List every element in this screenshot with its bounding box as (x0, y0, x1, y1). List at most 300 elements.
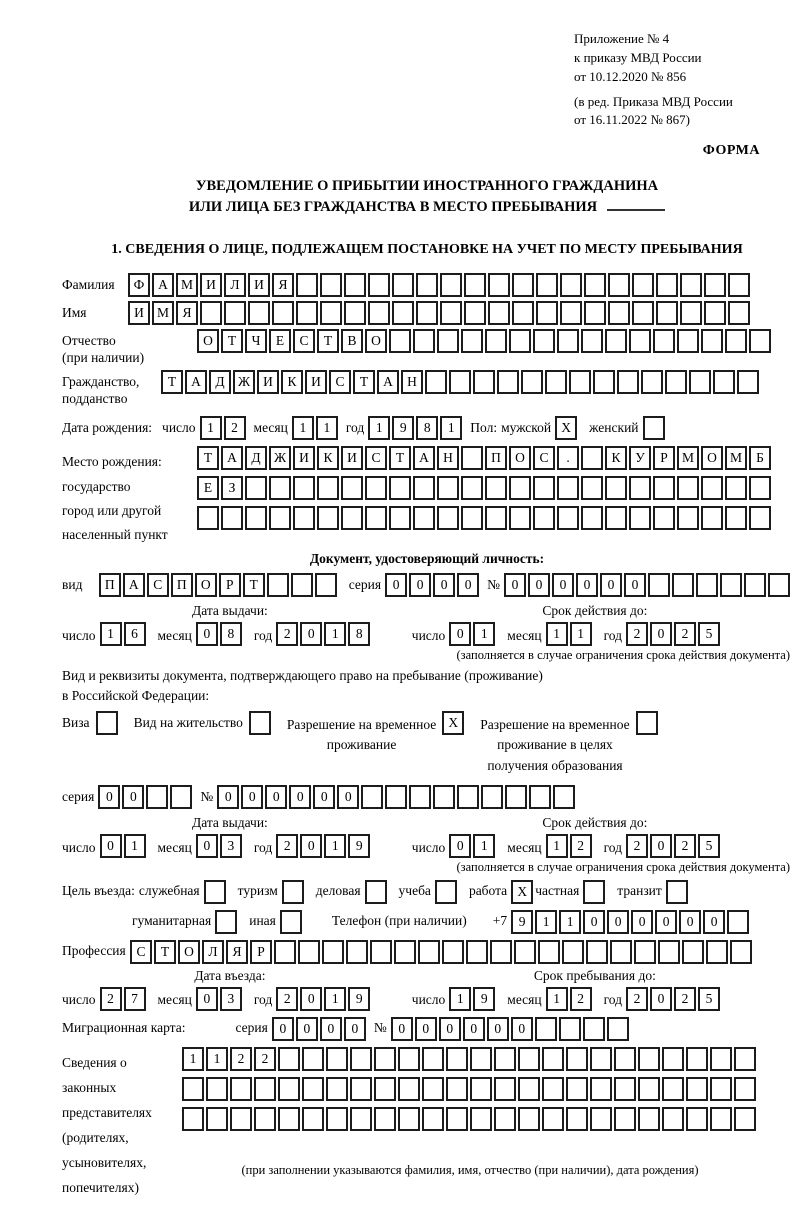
char-box[interactable] (245, 476, 267, 500)
char-box[interactable] (768, 573, 790, 597)
char-box[interactable] (605, 329, 627, 353)
char-box[interactable]: П (171, 573, 193, 597)
char-box[interactable] (374, 1077, 396, 1101)
char-box[interactable] (413, 329, 435, 353)
char-box[interactable] (581, 506, 603, 530)
char-box[interactable] (254, 1107, 276, 1131)
char-box[interactable]: Е (269, 329, 291, 353)
char-box[interactable]: О (701, 446, 723, 470)
char-box[interactable]: 0 (241, 785, 263, 809)
char-box[interactable] (302, 1077, 324, 1101)
char-box[interactable] (566, 1107, 588, 1131)
char-box[interactable]: 0 (385, 573, 407, 597)
char-box[interactable]: Т (161, 370, 183, 394)
char-box[interactable] (737, 370, 759, 394)
char-box[interactable] (215, 910, 237, 934)
char-box[interactable] (605, 506, 627, 530)
char-box[interactable]: 9 (511, 910, 533, 934)
char-box[interactable]: 1 (546, 834, 568, 858)
char-box[interactable]: 0 (344, 1017, 366, 1041)
char-box[interactable] (653, 329, 675, 353)
char-box[interactable]: Т (221, 329, 243, 353)
char-box[interactable] (494, 1077, 516, 1101)
char-box[interactable] (302, 1047, 324, 1071)
char-box[interactable] (317, 506, 339, 530)
char-box[interactable] (245, 506, 267, 530)
char-box[interactable] (449, 370, 471, 394)
char-box[interactable]: А (123, 573, 145, 597)
char-box[interactable]: И (257, 370, 279, 394)
char-box[interactable]: 1 (535, 910, 557, 934)
char-box[interactable]: 0 (300, 834, 322, 858)
char-box[interactable] (662, 1107, 684, 1131)
char-box[interactable] (274, 940, 296, 964)
char-box[interactable]: 1 (368, 416, 390, 440)
char-box[interactable] (221, 506, 243, 530)
char-box[interactable]: 0 (449, 834, 471, 858)
char-box[interactable]: 0 (296, 1017, 318, 1041)
char-box[interactable] (473, 370, 495, 394)
char-box[interactable] (464, 273, 486, 297)
char-box[interactable] (653, 506, 675, 530)
char-box[interactable] (590, 1047, 612, 1071)
char-box[interactable] (446, 1047, 468, 1071)
char-box[interactable] (320, 301, 342, 325)
char-box[interactable] (533, 476, 555, 500)
char-box[interactable] (361, 785, 383, 809)
char-box[interactable]: 0 (631, 910, 653, 934)
char-box[interactable] (727, 910, 749, 934)
char-box[interactable] (605, 476, 627, 500)
char-box[interactable]: 5 (698, 622, 720, 646)
char-box[interactable]: Д (245, 446, 267, 470)
char-box[interactable] (701, 506, 723, 530)
char-box[interactable]: 2 (626, 987, 648, 1011)
char-box[interactable]: О (178, 940, 200, 964)
char-box[interactable] (677, 476, 699, 500)
char-box[interactable] (296, 301, 318, 325)
char-box[interactable] (435, 880, 457, 904)
char-box[interactable]: X (555, 416, 577, 440)
char-box[interactable] (206, 1107, 228, 1131)
char-box[interactable] (398, 1047, 420, 1071)
char-box[interactable] (485, 476, 507, 500)
char-box[interactable]: С (293, 329, 315, 353)
char-box[interactable] (518, 1047, 540, 1071)
char-box[interactable] (446, 1107, 468, 1131)
char-box[interactable]: 7 (124, 987, 146, 1011)
char-box[interactable] (617, 370, 639, 394)
char-box[interactable] (648, 573, 670, 597)
char-box[interactable]: С (130, 940, 152, 964)
char-box[interactable]: 1 (440, 416, 462, 440)
char-box[interactable] (422, 1077, 444, 1101)
char-box[interactable]: 0 (196, 987, 218, 1011)
char-box[interactable] (425, 370, 447, 394)
char-box[interactable] (248, 301, 270, 325)
char-box[interactable]: . (557, 446, 579, 470)
char-box[interactable] (346, 940, 368, 964)
char-box[interactable] (590, 1077, 612, 1101)
char-box[interactable] (560, 301, 582, 325)
char-box[interactable] (392, 273, 414, 297)
char-box[interactable]: 0 (607, 910, 629, 934)
char-box[interactable]: А (221, 446, 243, 470)
char-box[interactable] (725, 329, 747, 353)
char-box[interactable] (368, 301, 390, 325)
char-box[interactable] (282, 880, 304, 904)
char-box[interactable]: Р (653, 446, 675, 470)
char-box[interactable] (389, 506, 411, 530)
char-box[interactable] (512, 301, 534, 325)
char-box[interactable] (533, 329, 555, 353)
char-box[interactable] (632, 301, 654, 325)
char-box[interactable] (278, 1107, 300, 1131)
char-box[interactable] (230, 1107, 252, 1131)
char-box[interactable] (464, 301, 486, 325)
char-box[interactable] (461, 329, 483, 353)
char-box[interactable] (350, 1107, 372, 1131)
char-box[interactable] (326, 1107, 348, 1131)
char-box[interactable]: М (725, 446, 747, 470)
char-box[interactable] (204, 880, 226, 904)
char-box[interactable] (254, 1077, 276, 1101)
char-box[interactable] (581, 329, 603, 353)
char-box[interactable] (608, 301, 630, 325)
char-box[interactable]: Р (219, 573, 241, 597)
char-box[interactable] (629, 506, 651, 530)
char-box[interactable] (269, 506, 291, 530)
char-box[interactable]: Д (209, 370, 231, 394)
char-box[interactable]: К (317, 446, 339, 470)
char-box[interactable]: 1 (324, 987, 346, 1011)
char-box[interactable] (291, 573, 313, 597)
char-box[interactable]: 0 (650, 987, 672, 1011)
char-box[interactable] (418, 940, 440, 964)
char-box[interactable] (704, 273, 726, 297)
char-box[interactable]: З (221, 476, 243, 500)
char-box[interactable] (365, 476, 387, 500)
char-box[interactable] (536, 273, 558, 297)
char-box[interactable] (389, 476, 411, 500)
char-box[interactable]: 0 (487, 1017, 509, 1041)
char-box[interactable] (466, 940, 488, 964)
char-box[interactable]: 0 (552, 573, 574, 597)
char-box[interactable] (590, 1107, 612, 1131)
char-box[interactable] (666, 880, 688, 904)
char-box[interactable] (586, 940, 608, 964)
char-box[interactable] (634, 940, 656, 964)
char-box[interactable] (560, 273, 582, 297)
char-box[interactable]: 1 (449, 987, 471, 1011)
char-box[interactable] (461, 506, 483, 530)
char-box[interactable]: М (176, 273, 198, 297)
char-box[interactable] (614, 1107, 636, 1131)
char-box[interactable]: 0 (433, 573, 455, 597)
char-box[interactable]: 2 (254, 1047, 276, 1071)
char-box[interactable] (280, 910, 302, 934)
char-box[interactable] (514, 940, 536, 964)
char-box[interactable] (542, 1077, 564, 1101)
char-box[interactable]: 3 (220, 987, 242, 1011)
char-box[interactable]: 1 (100, 622, 122, 646)
char-box[interactable]: 1 (570, 622, 592, 646)
char-box[interactable]: 8 (416, 416, 438, 440)
char-box[interactable]: 6 (124, 622, 146, 646)
char-box[interactable] (677, 506, 699, 530)
char-box[interactable]: 0 (576, 573, 598, 597)
char-box[interactable]: 2 (100, 987, 122, 1011)
char-box[interactable]: 0 (679, 910, 701, 934)
char-box[interactable]: Ж (233, 370, 255, 394)
char-box[interactable] (374, 1107, 396, 1131)
char-box[interactable] (643, 416, 665, 440)
char-box[interactable] (437, 506, 459, 530)
char-box[interactable] (749, 476, 771, 500)
char-box[interactable] (701, 329, 723, 353)
char-box[interactable] (230, 1077, 252, 1101)
char-box[interactable]: Т (154, 940, 176, 964)
char-box[interactable] (713, 370, 735, 394)
char-box[interactable] (437, 329, 459, 353)
char-box[interactable]: 0 (650, 622, 672, 646)
char-box[interactable] (720, 573, 742, 597)
char-box[interactable] (512, 273, 534, 297)
char-box[interactable]: 9 (392, 416, 414, 440)
char-box[interactable]: И (341, 446, 363, 470)
char-box[interactable] (457, 785, 479, 809)
char-box[interactable] (293, 506, 315, 530)
char-box[interactable] (538, 940, 560, 964)
char-box[interactable] (638, 1107, 660, 1131)
char-box[interactable]: 2 (276, 622, 298, 646)
char-box[interactable] (566, 1047, 588, 1071)
char-box[interactable] (696, 573, 718, 597)
char-box[interactable] (584, 273, 606, 297)
char-box[interactable]: 0 (337, 785, 359, 809)
char-box[interactable]: 0 (449, 622, 471, 646)
char-box[interactable]: 0 (196, 622, 218, 646)
char-box[interactable] (505, 785, 527, 809)
char-box[interactable]: П (99, 573, 121, 597)
char-box[interactable]: С (147, 573, 169, 597)
char-box[interactable] (146, 785, 168, 809)
char-box[interactable] (413, 476, 435, 500)
char-box[interactable] (535, 1017, 557, 1041)
char-box[interactable]: 5 (698, 987, 720, 1011)
char-box[interactable]: Б (749, 446, 771, 470)
char-box[interactable]: И (128, 301, 150, 325)
char-box[interactable] (536, 301, 558, 325)
char-box[interactable] (665, 370, 687, 394)
char-box[interactable] (470, 1107, 492, 1131)
char-box[interactable] (461, 446, 483, 470)
char-box[interactable]: Л (224, 273, 246, 297)
char-box[interactable]: 0 (511, 1017, 533, 1041)
char-box[interactable]: 0 (415, 1017, 437, 1041)
char-box[interactable]: И (305, 370, 327, 394)
char-box[interactable] (638, 1047, 660, 1071)
char-box[interactable] (398, 1077, 420, 1101)
char-box[interactable] (481, 785, 503, 809)
char-box[interactable] (374, 1047, 396, 1071)
char-box[interactable]: 0 (196, 834, 218, 858)
char-box[interactable] (440, 301, 462, 325)
char-box[interactable]: 8 (348, 622, 370, 646)
char-box[interactable]: Н (437, 446, 459, 470)
char-box[interactable] (182, 1107, 204, 1131)
char-box[interactable] (641, 370, 663, 394)
char-box[interactable] (509, 506, 531, 530)
char-box[interactable]: 2 (230, 1047, 252, 1071)
char-box[interactable]: 0 (528, 573, 550, 597)
char-box[interactable] (370, 940, 392, 964)
char-box[interactable] (446, 1077, 468, 1101)
char-box[interactable]: Е (197, 476, 219, 500)
char-box[interactable]: Л (202, 940, 224, 964)
char-box[interactable] (583, 1017, 605, 1041)
char-box[interactable] (593, 370, 615, 394)
char-box[interactable]: Т (389, 446, 411, 470)
char-box[interactable] (494, 1107, 516, 1131)
char-box[interactable] (728, 273, 750, 297)
char-box[interactable] (734, 1107, 756, 1131)
char-box[interactable]: 0 (650, 834, 672, 858)
char-box[interactable] (365, 880, 387, 904)
char-box[interactable]: 0 (217, 785, 239, 809)
char-box[interactable] (278, 1077, 300, 1101)
char-box[interactable] (518, 1077, 540, 1101)
char-box[interactable] (610, 940, 632, 964)
char-box[interactable]: 3 (220, 834, 242, 858)
char-box[interactable] (607, 1017, 629, 1041)
char-box[interactable]: 2 (276, 987, 298, 1011)
char-box[interactable] (614, 1047, 636, 1071)
char-box[interactable] (680, 301, 702, 325)
char-box[interactable] (710, 1107, 732, 1131)
char-box[interactable]: 0 (100, 834, 122, 858)
char-box[interactable] (392, 301, 414, 325)
char-box[interactable] (461, 476, 483, 500)
char-box[interactable] (320, 273, 342, 297)
char-box[interactable] (614, 1077, 636, 1101)
char-box[interactable]: 0 (463, 1017, 485, 1041)
char-box[interactable] (682, 940, 704, 964)
char-box[interactable] (413, 506, 435, 530)
char-box[interactable] (686, 1047, 708, 1071)
char-box[interactable]: Я (226, 940, 248, 964)
char-box[interactable] (529, 785, 551, 809)
char-box[interactable] (725, 506, 747, 530)
char-box[interactable] (341, 506, 363, 530)
char-box[interactable] (317, 476, 339, 500)
char-box[interactable] (350, 1047, 372, 1071)
char-box[interactable] (170, 785, 192, 809)
char-box[interactable]: 1 (559, 910, 581, 934)
char-box[interactable]: 9 (348, 834, 370, 858)
char-box[interactable]: К (281, 370, 303, 394)
char-box[interactable]: В (341, 329, 363, 353)
char-box[interactable] (224, 301, 246, 325)
char-box[interactable] (509, 329, 531, 353)
char-box[interactable] (569, 370, 591, 394)
char-box[interactable]: 0 (409, 573, 431, 597)
char-box[interactable] (730, 940, 752, 964)
char-box[interactable] (394, 940, 416, 964)
char-box[interactable]: 2 (224, 416, 246, 440)
char-box[interactable] (422, 1047, 444, 1071)
char-box[interactable] (206, 1077, 228, 1101)
char-box[interactable]: 0 (624, 573, 646, 597)
char-box[interactable] (584, 301, 606, 325)
char-box[interactable]: 1 (324, 622, 346, 646)
char-box[interactable] (656, 301, 678, 325)
char-box[interactable]: 0 (583, 910, 605, 934)
char-box[interactable] (293, 476, 315, 500)
char-box[interactable] (437, 476, 459, 500)
char-box[interactable] (249, 711, 271, 735)
char-box[interactable]: 0 (122, 785, 144, 809)
char-box[interactable] (322, 940, 344, 964)
char-box[interactable]: П (485, 446, 507, 470)
char-box[interactable]: Т (243, 573, 265, 597)
char-box[interactable] (389, 329, 411, 353)
char-box[interactable]: Я (176, 301, 198, 325)
char-box[interactable] (497, 370, 519, 394)
char-box[interactable]: 0 (313, 785, 335, 809)
char-box[interactable] (326, 1047, 348, 1071)
char-box[interactable] (344, 273, 366, 297)
char-box[interactable]: 1 (546, 622, 568, 646)
char-box[interactable]: 0 (300, 987, 322, 1011)
char-box[interactable]: 0 (300, 622, 322, 646)
char-box[interactable] (701, 476, 723, 500)
char-box[interactable]: Т (197, 446, 219, 470)
char-box[interactable]: М (152, 301, 174, 325)
char-box[interactable] (485, 506, 507, 530)
char-box[interactable]: Р (250, 940, 272, 964)
char-box[interactable] (200, 301, 222, 325)
char-box[interactable] (485, 329, 507, 353)
char-box[interactable] (734, 1047, 756, 1071)
char-box[interactable] (689, 370, 711, 394)
char-box[interactable]: 0 (439, 1017, 461, 1041)
char-box[interactable]: 2 (674, 834, 696, 858)
char-box[interactable] (734, 1077, 756, 1101)
char-box[interactable]: 0 (600, 573, 622, 597)
char-box[interactable] (509, 476, 531, 500)
char-box[interactable] (385, 785, 407, 809)
char-box[interactable] (710, 1047, 732, 1071)
char-box[interactable] (562, 940, 584, 964)
char-box[interactable] (278, 1047, 300, 1071)
char-box[interactable] (416, 273, 438, 297)
char-box[interactable]: 8 (220, 622, 242, 646)
char-box[interactable] (632, 273, 654, 297)
char-box[interactable] (638, 1077, 660, 1101)
char-box[interactable]: Ф (128, 273, 150, 297)
char-box[interactable]: О (195, 573, 217, 597)
char-box[interactable]: А (185, 370, 207, 394)
char-box[interactable] (728, 301, 750, 325)
char-box[interactable]: К (605, 446, 627, 470)
char-box[interactable]: 0 (703, 910, 725, 934)
char-box[interactable] (368, 273, 390, 297)
char-box[interactable]: И (293, 446, 315, 470)
char-box[interactable] (680, 273, 702, 297)
char-box[interactable] (533, 506, 555, 530)
char-box[interactable] (269, 476, 291, 500)
